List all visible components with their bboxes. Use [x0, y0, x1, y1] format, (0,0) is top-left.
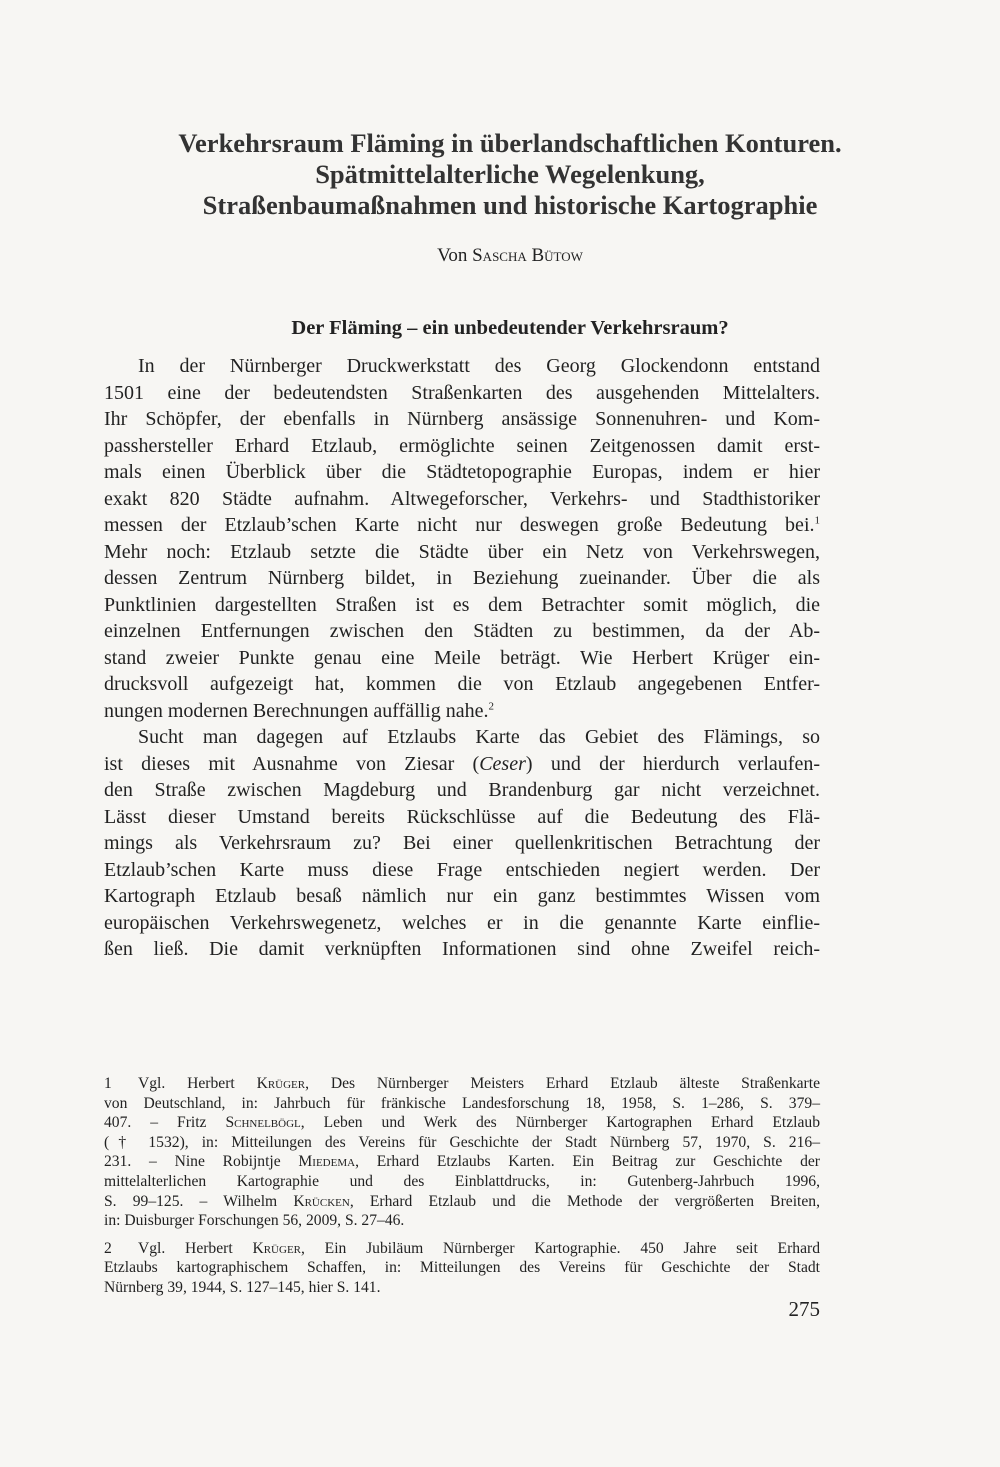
title-line-3: Straßenbaumaßnahmen und historische Kartographie: [202, 190, 818, 220]
footnote-line: mittelalterlichen Kartographie und des Einblattdrucks, in: Gutenberg-Jahrbuch 1996,: [104, 1172, 820, 1190]
title-line-2: Spätmittelalterliche Wegelenkung,: [315, 159, 705, 189]
footnote-marker: 1: [814, 514, 820, 527]
body-line: Lässt dieser Umstand bereits Rückschlüsse auf die Bedeutung des Flä-: [104, 805, 820, 828]
footnote-number: 2: [104, 1239, 112, 1257]
body-line: den Straße zwischen Magdeburg und Brandenburg gar nicht verzeichnet.: [104, 779, 820, 801]
footnote-line: Nürnberg 39, 1944, S. 127–145, hier S. 141.: [104, 1278, 381, 1296]
body-line: Kartograph Etzlaub besaß nämlich nur ein ganz bestimmtes Wissen vom: [104, 885, 820, 907]
author-line: [100, 244, 920, 268]
footnote-text: , Erhard Etzlaub und die Methode der vergrößerten Breiten,: [349, 1192, 820, 1210]
footnote-line: [104, 1074, 820, 1094]
footnote-number: 1: [104, 1075, 112, 1092]
body-line: ßen ließ. Die damit verknüpften Informationen sind ohne Zweifel reich-: [104, 938, 820, 960]
section-heading: Der Fläming – ein unbedeutender Verkehrsraum?: [291, 317, 729, 339]
body-line: Punktlinien dargestellten Straßen ist es dem Betrachter somit möglich, die: [104, 593, 820, 616]
footnote-line: Etzlaubs kartographischem Schaffen, in: Mitteilungen des Vereins für Geschichte der Stadt: [104, 1259, 820, 1277]
body-line-text: nungen modernen Berechnungen auffällig nahe.: [104, 699, 489, 722]
footnotes: [104, 1074, 820, 1298]
footnote-marker: 2: [488, 699, 494, 712]
body-line: drucksvoll aufgezeigt hat, kommen die von Etzlaub angegebenen Entfer-: [104, 673, 820, 695]
body-line: stand zweier Punkte genau eine Meile beträgt. Wie Herbert Krüger ein-: [104, 646, 820, 669]
footnote-text: 407. – Fritz: [104, 1114, 226, 1132]
title-line-1: Verkehrsraum Fläming in überlandschaftlichen Konturen.: [178, 128, 842, 158]
footnote-gap: [104, 1231, 820, 1239]
body-line: In der Nürnberger Druckwerkstatt des Georg Glockendonn entstand: [138, 355, 820, 377]
body-line: mals einen Überblick über die Städtetopographie Europas, indem er hier: [104, 461, 820, 483]
footnote-text: Vgl. Herbert: [138, 1075, 257, 1092]
footnote-line: [104, 1239, 820, 1259]
body-line: einzelnen Entfernungen zwischen den Städten zu bestimmen, da der Ab-: [104, 620, 820, 642]
body-line-text: messen der Etzlaub’schen Karte nicht nur deswegen große Bedeutung bei.: [104, 514, 815, 536]
article-title: [100, 128, 920, 221]
footnote-text: , Des Nürnberger Meisters Erhard Etzlaub älteste Straßenkarte: [305, 1075, 820, 1092]
footnote-text: S. 99–125. – Wilhelm: [104, 1192, 294, 1210]
footnote-text: 231. – Nine Robijntje: [104, 1153, 299, 1171]
author-surname: Krüger: [256, 1075, 306, 1092]
body-line: Etzlaub’schen Karte muss diese Frage entschieden negiert werden. Der: [104, 858, 820, 881]
footnote-line: [104, 1192, 820, 1212]
author-surname: Krüger: [252, 1239, 301, 1257]
footnote-text: , Ein Jubiläum Nürnberger Kartographie. 450 Jahre seit Erhard: [301, 1239, 820, 1257]
page-number: 275: [788, 1297, 820, 1321]
body-line-text: ist dieses mit Ausnahme von Ziesar (: [104, 752, 480, 775]
footnote-text: Vgl. Herbert: [138, 1239, 253, 1257]
author-prefix: Von: [437, 245, 473, 266]
footnote-line: [104, 1152, 820, 1172]
footnote-line: in: Duisburger Forschungen 56, 2009, S. 27–46.: [104, 1212, 405, 1230]
body-line: dessen Zentrum Nürnberg bildet, in Beziehung zueinander. Über die als: [104, 567, 820, 589]
body-line: [104, 698, 820, 725]
body-line: [104, 751, 820, 778]
body-line: passhersteller Erhard Etzlaub, ermöglichte seinen Zeitgenossen damit erst-: [104, 434, 820, 457]
body-line: Mehr noch: Etzlaub setzte die Städte über ein Netz von Verkehrswegen,: [104, 540, 820, 563]
author-surname: Krücken: [293, 1192, 350, 1210]
body-line: Sucht man dagegen auf Etzlaubs Karte das Gebiet des Flämings, so: [138, 726, 820, 748]
body-line: exakt 820 Städte aufnahm. Altwegeforscher, Verkehrs- und Stadthistoriker: [104, 487, 820, 510]
body-text: [104, 353, 820, 963]
footnote-line: [104, 1113, 820, 1133]
footnote-text: , Erhard Etzlaubs Karten. Ein Beitrag zur Geschichte der: [355, 1153, 820, 1171]
author-surname: Schnelbögl: [225, 1114, 301, 1132]
author-name: Sascha Bütow: [472, 245, 583, 266]
footnote-line: von Deutschland, in: Jahrbuch für fränkische Landesforschung 18, 1958, S. 1–286, S. 379–: [104, 1094, 820, 1112]
footnote-line: († 1532), in: Mitteilungen des Vereins für Geschichte der Stadt Nürnberg 57, 1970, S. 216–: [104, 1133, 820, 1151]
place-name-italic: Ceser: [479, 752, 526, 775]
body-line: mings als Verkehrsraum zu? Bei einer quellenkritischen Betrachtung der: [104, 832, 820, 854]
body-line: 1501 eine der bedeutendsten Straßenkarten des ausgehenden Mittelalters.: [104, 381, 820, 404]
body-line-text: ) und der hierdurch verlaufen-: [525, 752, 820, 775]
author-surname: Miedema: [298, 1153, 356, 1171]
footnote-text: , Leben und Werk des Nürnberger Kartographen Erhard Etzlaub: [300, 1114, 820, 1132]
body-line: [104, 512, 820, 539]
body-line: Ihr Schöpfer, der ebenfalls in Nürnberg ansässige Sonnenuhren- und Kom-: [104, 408, 820, 430]
body-line: europäischen Verkehrswegenetz, welches er in die genannte Karte einflie-: [104, 911, 820, 934]
